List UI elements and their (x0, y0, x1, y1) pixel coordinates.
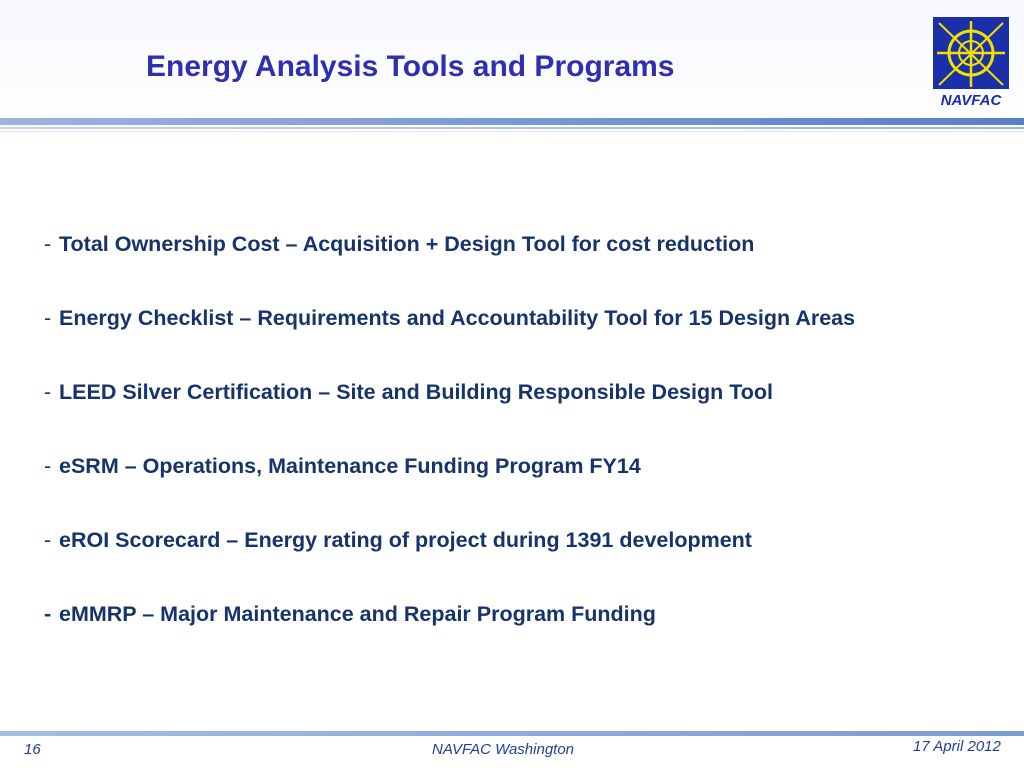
bullet-dash: - (44, 454, 52, 478)
list-item (44, 226, 855, 300)
bullet-text: LEED Silver Certification – Site and Building Responsible Design Tool (59, 380, 773, 404)
title-divider-hairline (0, 131, 1024, 132)
logo-text: NAVFAC (940, 92, 1002, 109)
footer-divider (0, 731, 1024, 736)
bullet-dash: - (44, 306, 52, 330)
bullet-dash: - (44, 602, 52, 626)
bullet-dash: - (44, 380, 52, 404)
slide-title: Energy Analysis Tools and Programs (146, 50, 675, 83)
title-divider-thin (0, 127, 1024, 129)
list-item (44, 300, 855, 374)
bullet-dash: - (44, 232, 52, 256)
bullet-list (44, 226, 855, 670)
footer-organization: NAVFAC Washington (432, 741, 575, 758)
title-divider (0, 118, 1024, 125)
bullet-text: eSRM – Operations, Maintenance Funding Program FY14 (59, 454, 641, 478)
page-number: 16 (24, 741, 41, 758)
bullet-text: eROI Scorecard – Energy rating of project during 1391 development (59, 528, 752, 552)
list-item (44, 448, 855, 522)
bullet-text: eMMRP – Major Maintenance and Repair Program Funding (59, 602, 656, 626)
list-item (44, 374, 855, 448)
bullet-text: Total Ownership Cost – Acquisition + Design Tool for cost reduction (59, 232, 755, 256)
footer-date: 17 April 2012 (913, 738, 1001, 755)
bullet-dash: - (44, 528, 52, 552)
list-item (44, 522, 855, 596)
navfac-logo-icon (931, 15, 1011, 111)
list-item (44, 596, 855, 670)
bullet-text: Energy Checklist – Requirements and Accountability Tool for 15 Design Areas (59, 306, 856, 330)
